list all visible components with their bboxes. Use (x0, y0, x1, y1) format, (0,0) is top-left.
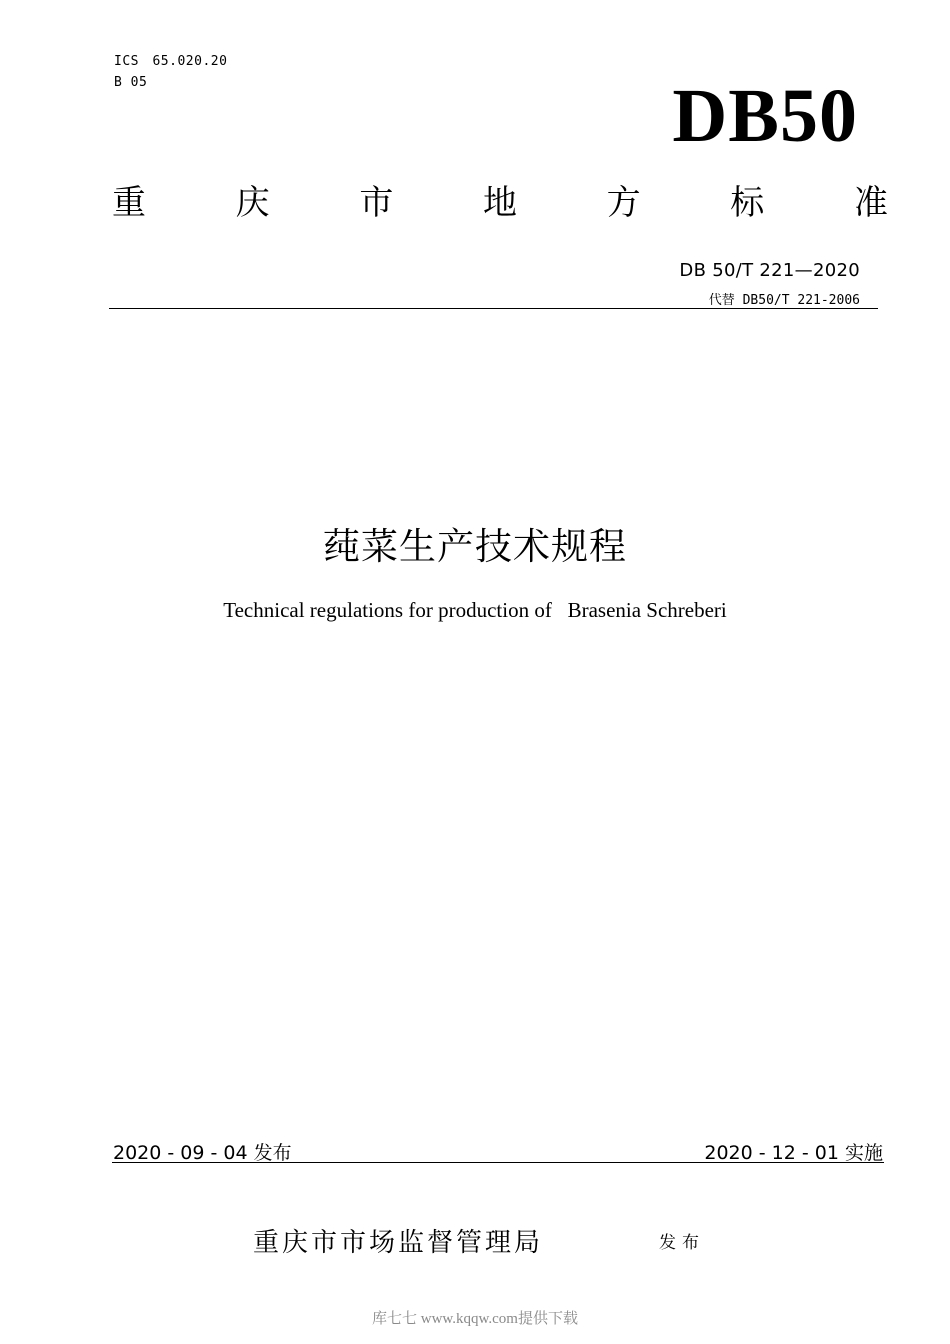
standard-type-char: 庆 (235, 183, 270, 223)
ics-code: ICS 65.020.20 (114, 54, 228, 69)
publish-label: 发布 (659, 1233, 705, 1253)
standard-type-char: 地 (482, 183, 517, 223)
bottom-divider (112, 1162, 884, 1163)
standard-type-char: 市 (359, 183, 394, 223)
issue-date: 2020 - 09 - 04 发布 (113, 1142, 292, 1164)
db50-logo: DB50 (672, 74, 858, 158)
footer-watermark: 库七七 www.kqqw.com提供下载 (372, 1311, 578, 1327)
standard-type-char: 标 (730, 183, 765, 223)
implementation-date: 2020 - 12 - 01 实施 (704, 1142, 883, 1164)
ccs-code: B 05 (114, 75, 148, 90)
standard-type-char: 重 (112, 183, 146, 223)
replaces-standard: 代替 DB50/T 221-2006 (708, 293, 860, 308)
title-english: Technical regulations for production of Brasenia Schreberi (223, 598, 727, 622)
publisher-name: 重庆市市场监督管理局 (253, 1228, 544, 1258)
standard-type-char: 方 (606, 183, 641, 223)
top-divider (109, 308, 878, 309)
standard-type-char: 准 (853, 183, 888, 223)
standard-type-heading (112, 183, 888, 223)
title-chinese: 莼菜生产技术规程 (323, 525, 627, 568)
standard-number: DB 50/T 221—2020 (679, 260, 860, 281)
